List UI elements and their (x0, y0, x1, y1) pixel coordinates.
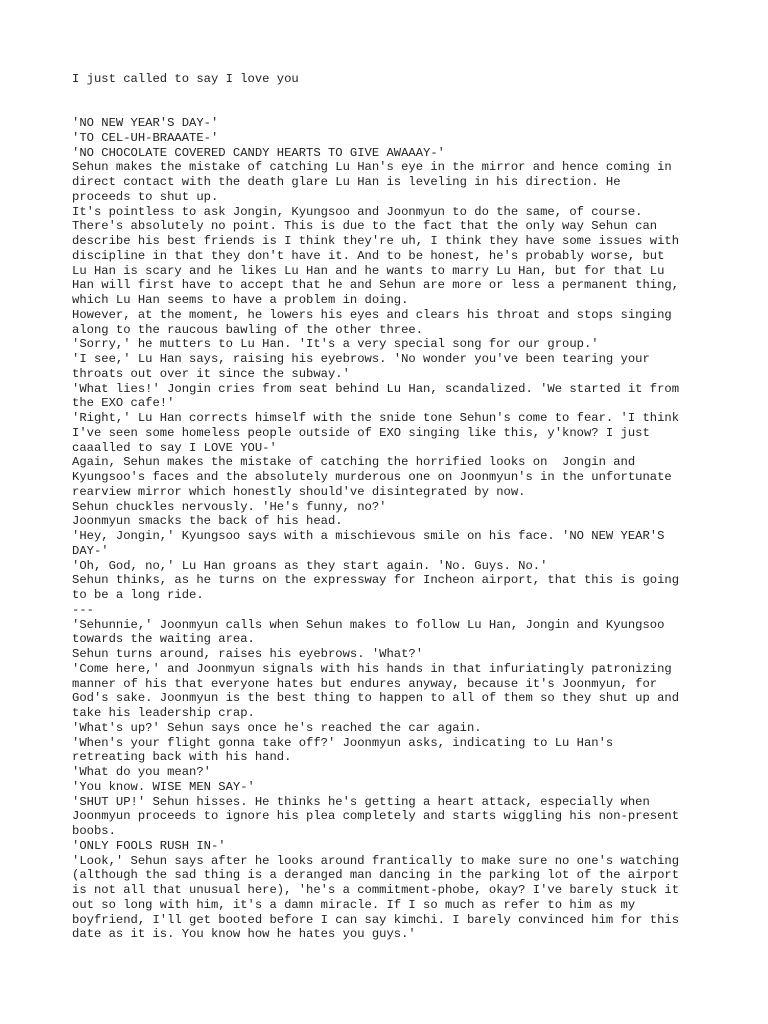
text-line: 'NO CHOCOLATE COVERED CANDY HEARTS TO GIVE AWAAAY-' (72, 145, 445, 160)
text-line: manner of his that everyone hates but endures anyway, because it's Joonmyun, for (72, 676, 658, 691)
text-line: throats out over it since the subway.' (72, 366, 350, 381)
text-line: 'Sehunnie,' Joonmyun calls when Sehun makes to follow Lu Han, Jongin and Kyungsoo (72, 617, 665, 632)
text-line: There's absolutely no point. This is due to the fact that the only way Sehun can (72, 219, 658, 234)
text-line: 'Look,' Sehun says after he looks around frantically to make sure no one's watching (72, 853, 680, 868)
text-line: 'TO CEL-UH-BRAAATE-' (72, 130, 219, 145)
text-line: which Lu Han seems to have a problem in doing. (72, 293, 409, 307)
text-line: Lu Han is scary and he likes Lu Han and he wants to marry Lu Han, but for that Lu (72, 263, 665, 278)
text-line: 'What's up?' Sehun says once he's reached the car again. (72, 720, 482, 735)
text-line: 'You know. WISE MEN SAY-' (72, 779, 255, 794)
text-line: --- (72, 602, 94, 617)
text-line: proceeds to shut up. (72, 189, 219, 204)
text-line: describe his best friends is I think they're uh, I think they have some issues with (72, 234, 680, 248)
text-line: to be a long ride. (72, 588, 204, 602)
text-line: Joonmyun proceeds to ignore his plea completely and starts wiggling his non-present (72, 809, 680, 824)
text-line: 'I see,' Lu Han says, raising his eyebrows. 'No wonder you've been tearing your (72, 352, 650, 366)
document-title: I just called to say I love you (72, 72, 299, 86)
text-line: discipline in that they don't have it. And to be honest, he's probably worse, but (72, 248, 665, 263)
text-line: It's pointless to ask Jongin, Kyungsoo and Joonmyun to do the same, of course. (72, 204, 643, 219)
text-line: Sehun makes the mistake of catching Lu Han's eye in the mirror and hence coming in (72, 160, 672, 175)
text-line: Joonmyun smacks the back of his head. (72, 514, 343, 529)
text-line: 'SHUT UP!' Sehun hisses. He thinks he's getting a heart attack, especially when (72, 794, 650, 809)
text-line: boyfriend, I'll get booted before I can say kimchi. I barely convinced him for this (72, 912, 680, 927)
text-line: However, at the moment, he lowers his eyes and clears his throat and stops singing (72, 307, 672, 322)
text-line: rearview mirror which honestly should've disintegrated by now. (72, 484, 526, 499)
text-line: Again, Sehun makes the mistake of catching the horrified looks on Jongin and (72, 455, 636, 470)
text-line: take his leadership crap. (72, 706, 255, 720)
text-line: date as it is. You know how he hates you guys.' (72, 927, 416, 942)
text-line: is not all that unusual here), 'he's a commitment-phobe, okay? I've barely stuck it (72, 883, 680, 897)
text-line: caaalled to say I LOVE YOU-' (72, 440, 277, 455)
text-line: towards the waiting area. (72, 632, 255, 647)
text-line: along to the raucous bawling of the other three. (72, 322, 424, 337)
text-line: 'Oh, God, no,' Lu Han groans as they start again. 'No. Guys. No.' (72, 558, 548, 573)
text-line: 'What do you mean?' (72, 765, 211, 779)
text-line: out so long with him, it's a damn miracle. If I so much as refer to him as my (72, 897, 636, 912)
text-line: 'NO NEW YEAR'S DAY-' (72, 116, 219, 130)
document-body (72, 116, 712, 942)
text-line: 'Sorry,' he mutters to Lu Han. 'It's a very special song for our group.' (72, 337, 599, 352)
text-line: direct contact with the death glare Lu Han is leveling in his direction. He (72, 175, 621, 189)
text-line: God's sake. Joonmyun is the best thing to happen to all of them so they shut up and (72, 691, 680, 706)
text-line: 'Hey, Jongin,' Kyungsoo says with a mischievous smile on his face. 'NO NEW YEAR'S (72, 529, 665, 543)
text-line: (although the sad thing is a deranged man dancing in the parking lot of the airport (72, 868, 680, 883)
text-line: Sehun thinks, as he turns on the expressway for Incheon airport, that this is going (72, 573, 680, 588)
text-line: 'Come here,' and Joonmyun signals with his hands in that infuriatingly patronizing (72, 661, 672, 676)
text-line: boobs. (72, 824, 116, 838)
text-line: retreating back with his hand. (72, 750, 292, 765)
text-line: Kyungsoo's faces and the absolutely murderous one on Joonmyun's in the unfortunate (72, 470, 672, 484)
text-line: Han will first have to accept that he and Sehun are more or less a permanent thing, (72, 278, 680, 293)
text-line: 'ONLY FOOLS RUSH IN-' (72, 838, 226, 853)
text-line: I've seen some homeless people outside of EXO singing like this, y'know? I just (72, 425, 650, 440)
text-line: 'When's your flight gonna take off?' Joonmyun asks, indicating to Lu Han's (72, 735, 614, 750)
text-line: Sehun turns around, raises his eyebrows. 'What?' (72, 647, 424, 661)
text-line: Sehun chuckles nervously. 'He's funny, no?' (72, 499, 387, 514)
text-line: the EXO cafe!' (72, 396, 175, 411)
text-line: 'What lies!' Jongin cries from seat behind Lu Han, scandalized. 'We started it from (72, 381, 680, 396)
text-line: 'Right,' Lu Han corrects himself with the snide tone Sehun's come to fear. 'I think (72, 411, 680, 425)
text-line: DAY-' (72, 543, 109, 558)
